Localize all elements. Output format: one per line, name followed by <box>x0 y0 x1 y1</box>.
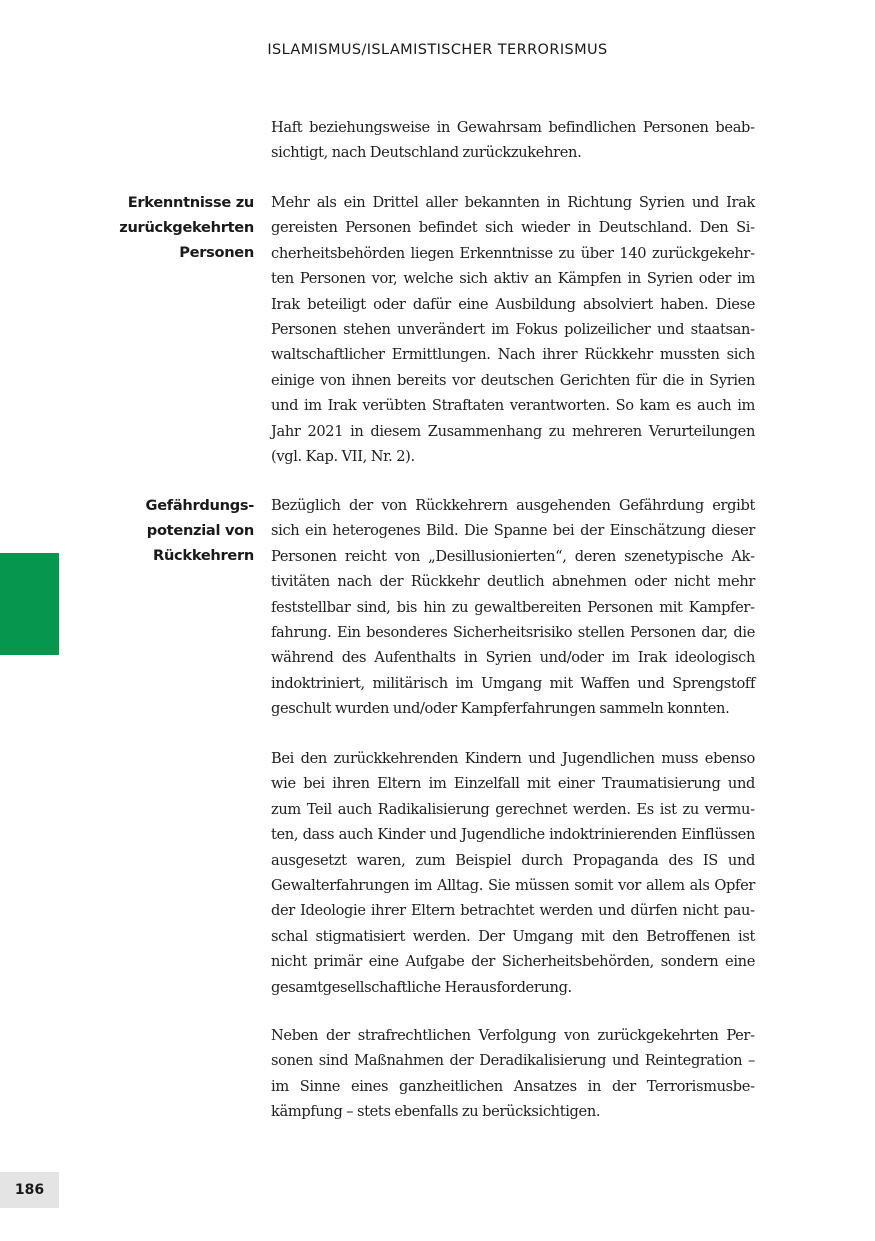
paragraph-children: Bei den zurückkehrenden Kindern und Jugendlichen muss ebenso wie bei ihren Eltern im Einzelfall mit einer Traumatisierung und zum Teil auch Radikalisierung gerechnet werden. Es ist zu vermuten, dass auch Kinder und Jugendliche indoktrinierenden Einflüssen ausgesetzt waren, zum Beispiel durch Propaganda des IS und Gewalterfahrungen im Alltag. Sie müssen somit vor allem als Opfer der Ideologie ihrer Eltern betrachtet werden und dürfen nicht pauschal stigmatisiert werden. Der Umgang mit den Betroffenen ist nicht primär eine Aufgabe der Sicherheitsbehörden, sondern eine gesamtgesellschaftliche Herausforderung. <box>271 750 755 996</box>
paragraph-threat-potential: Bezüglich der von Rückkehrern ausgehenden Gefährdung ergibt sich ein heterogenes Bild. Die Spanne bei der Einschätzung dieser Personen reicht von „Desillusionierten“, deren szenetypische Aktivitäten nach der Rückkehr deutlich abnehmen oder nicht mehr feststellbar sind, bis hin zu gewaltbereiten Personen mit Kampferfahrung. Ein besonderes Sicherheitsrisiko stellen Personen dar, die während des Aufenthalts in Syrien und/oder im Irak ideologisch indoktriniert, militärisch im Umgang mit Waffen und Sprengstoff geschult wurden und/oder Kampferfahrungen sammeln konnten. <box>271 497 755 718</box>
paragraph-returnees-knowledge: Mehr als ein Drittel aller bekannten in Richtung Syrien und Irak gereisten Personen befindet sich wieder in Deutschland. Den Sicherheitsbehörden liegen Erkenntnisse zu über 140 zurückgekehrten Personen vor, welche sich aktiv an Kämpfen in Syrien oder im Irak beteiligt oder dafür eine Ausbildung absolviert haben. Diese Personen stehen unverändert im Fokus polizeilicher und staatsanwaltschaftlicher Ermittlungen. Nach ihrer Rückkehr mussten sich einige von ihnen bereits vor deutschen Gerichten für die in Syrien und im Irak verübten Straftaten verantworten. So kam es auch im Jahr 2021 in diesem Zusammenhang zu mehreren Verurteilungen (vgl. Kap. VII, Nr. 2). <box>271 194 755 466</box>
paragraph-intro: Haft beziehungsweise in Gewahrsam befindlichen Personen beabsichtigt, nach Deutschland zurückzukehren. <box>271 119 755 162</box>
side-heading-line: Erkenntnisse zu <box>127 194 254 211</box>
running-header: ISLAMISMUS/ISLAMISTISCHER TERRORISMUS <box>267 42 608 58</box>
page-number: 186 <box>14 1182 45 1198</box>
chapter-tab-marker <box>0 553 59 655</box>
paragraph-deradicalisation: Neben der strafrechtlichen Verfolgung von zurückgekehrten Personen sind Maßnahmen der Deradikalisierung und Reintegration – im Sinne eines ganzheitlichen Ansatzes in der Terrorismusbekämpfung – stets ebenfalls zu berücksichtigen. <box>271 1027 755 1121</box>
side-heading-line: Personen <box>179 244 254 262</box>
page-number-box <box>0 1172 59 1208</box>
side-heading-line: Gefährdungs- <box>145 497 254 514</box>
side-heading-returnees-knowledge <box>94 190 254 266</box>
side-heading-line: potenzial von <box>146 522 254 540</box>
side-heading-threat-potential <box>94 493 254 569</box>
side-heading-line: zurückgekehrten <box>119 219 254 237</box>
side-heading-line: Rückkehrern <box>153 547 254 565</box>
